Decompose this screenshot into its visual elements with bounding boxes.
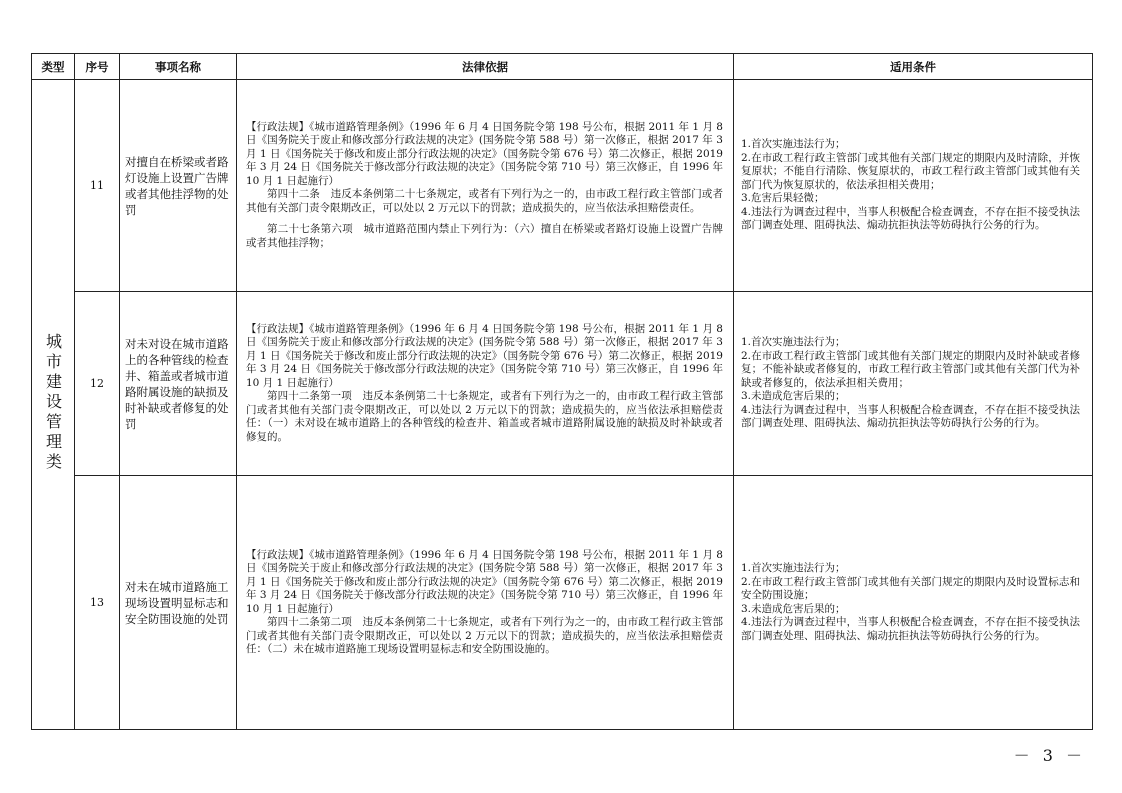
header-seq: 序号 — [75, 54, 120, 80]
legal-paragraph: 第二十七条第六项 城市道路范围内禁止下列行为：（六）擅自在桥梁或者路灯设施上设置广告牌或者其他挂浮物； — [246, 223, 723, 249]
legal-paragraph: 【行政法规】《城市道路管理条例》（1996 年 6 月 4 日国务院令第 198 号公布，根据 2011 年 1 月 8 日《国务院关于废止和修改部分行政法规的决定》(国务院令第 588 号）第一次修正，根据 2017 年 3 月 1 日《国务院关于修改和废止部分行政法规的决定》（国务院令第 676 号）第二次修正，根据 2019 年 3 月 24 日《国务院关于修改部分行政法规的决定》（国务院令第 710 号）第三次修正，自 1996 年 10 月 1 日起施行） — [246, 322, 723, 389]
conditions-cell — [734, 80, 1093, 292]
condition-item: 2.在市政工程行政主管部门或其他有关部门规定的期限内及时补缺或者修复；不能补缺或者修复的，市政工程行政主管部门或其他有关部门代为补缺或者修复的，依法承担相关费用； — [741, 349, 1080, 389]
conditions-cell — [734, 292, 1093, 476]
condition-item: 2.在市政工程行政主管部门或其他有关部门规定的期限内及时设置标志和安全防围设施； — [741, 575, 1080, 601]
table-row — [32, 80, 1093, 292]
condition-item: 4.违法行为调查过程中，当事人积极配合检查调查，不存在拒不接受执法部门调查处理、阻碍执法、煽动抗拒执法等妨碍执行公务的行为。 — [741, 403, 1080, 430]
legal-basis-cell — [237, 80, 734, 292]
table-row — [32, 292, 1093, 476]
item-name-cell: 对擅自在桥梁或者路灯设施上设置广告牌或者其他挂浮物的处罚 — [120, 80, 237, 292]
legal-basis-cell — [237, 292, 734, 476]
item-name-cell: 对未在城市道路施工现场设置明显标志和安全防围设施的处罚 — [120, 476, 237, 730]
condition-item: 1.首次实施违法行为； — [741, 138, 846, 151]
category-cell — [32, 80, 75, 730]
legal-paragraph: 第四十二条第二项 违反本条例第二十七条规定，或者有下列行为之一的，由市政工程行政主管部门或者其他有关部门责令限期改正，可以处以 2 万元以下的罚款；造成损失的，应当依法承担赔偿责任：（二）未在城市道路施工现场设置明显标志和安全防围设施的。 — [246, 616, 723, 655]
condition-item: 4.违法行为调查过程中，当事人积极配合检查调查，不存在拒不接受执法部门调查处理、阻碍执法、煽动抗拒执法等妨碍执行公务的行为。 — [741, 616, 1080, 642]
conditions-cell — [734, 476, 1093, 730]
header-type: 类型 — [32, 54, 75, 80]
seq-cell: 12 — [75, 292, 120, 476]
condition-item: 2.在市政工程行政主管部门或其他有关部门规定的期限内及时清除，并恢复原状；不能自行清除、恢复原状的，市政工程行政主管部门或其他有关部门代为恢复原状的，依法承担相关费用； — [741, 151, 1080, 191]
header-name: 事项名称 — [120, 54, 237, 80]
legal-paragraph: 【行政法规】《城市道路管理条例》（1996 年 6 月 4 日国务院令第 198 号公布，根据 2011 年 1 月 8 日《国务院关于废止和修改部分行政法规的决定》(国务院令第 588 号）第一次修正，根据 2017 年 3 月 1 日《国务院关于修改和废止部分行政法规的决定》（国务院令第 676 号）第二次修正，根据 2019 年 3 月 24 日《国务院关于修改部分行政法规的决定》（国务院令第 710 号）第三次修正，自 1996 年 10 月 1 日起施行） — [246, 548, 723, 615]
header-conditions: 适用条件 — [734, 54, 1093, 80]
legal-paragraph: 第四十二条第一项 违反本条例第二十七条规定，或者有下列行为之一的，由市政工程行政主管部门或者其他有关部门责令限期改正，可以处以 2 万元以下的罚款；造成损失的，应当依法承担赔偿责任：（一）未对设在城市道路上的各种管线的检查井、箱盖或者城市道路附属设施的缺损及时补缺或者修复的。 — [246, 390, 723, 443]
header-legal: 法律依据 — [237, 54, 734, 80]
category-label: 城市建设管理类 — [43, 332, 63, 473]
table-header-row — [32, 54, 1093, 80]
seq-cell: 13 — [75, 476, 120, 730]
condition-item: 1.首次实施违法行为； — [741, 562, 846, 574]
condition-item: 3.未造成危害后果的； — [741, 602, 846, 615]
page-number: － 3 － — [1013, 746, 1086, 765]
enforcement-items-table — [31, 53, 1093, 730]
condition-item: 3.未造成危害后果的； — [741, 390, 846, 403]
condition-item: 1.首次实施违法行为； — [741, 336, 846, 349]
legal-basis-cell — [237, 476, 734, 730]
legal-paragraph: 【行政法规】《城市道路管理条例》（1996 年 6 月 4 日国务院令第 198 号公布，根据 2011 年 1 月 8 日《国务院关于废止和修改部分行政法规的决定》(国务院令第 588 号）第一次修正，根据 2017 年 3 月 1 日《国务院关于修改和废止部分行政法规的决定》（国务院令第 676 号）第二次修正，根据 2019 年 3 月 24 日《国务院关于修改部分行政法规的决定》（国务院令第 710 号）第三次修正，自 1996 年 10 月 1 日起施行） — [246, 120, 723, 187]
item-name-cell: 对未对设在城市道路上的各种管线的检查井、箱盖或者城市道路附属设施的缺损及时补缺或者修复的处罚 — [120, 292, 237, 476]
condition-item: 3.危害后果轻微； — [741, 192, 825, 205]
table-row — [32, 476, 1093, 730]
condition-item: 4.违法行为调查过程中，当事人积极配合检查调查，不存在拒不接受执法部门调查处理、阻碍执法、煽动抗拒执法等妨碍执行公务的行为。 — [741, 205, 1080, 232]
legal-paragraph: 第四十二条 违反本条例第二十七条规定，或者有下列行为之一的，由市政工程行政主管部门或者其他有关部门责令限期改正，可以处以 2 万元以下的罚款；造成损失的，应当依法承担赔偿责任。 — [246, 188, 723, 214]
seq-cell: 11 — [75, 80, 120, 292]
